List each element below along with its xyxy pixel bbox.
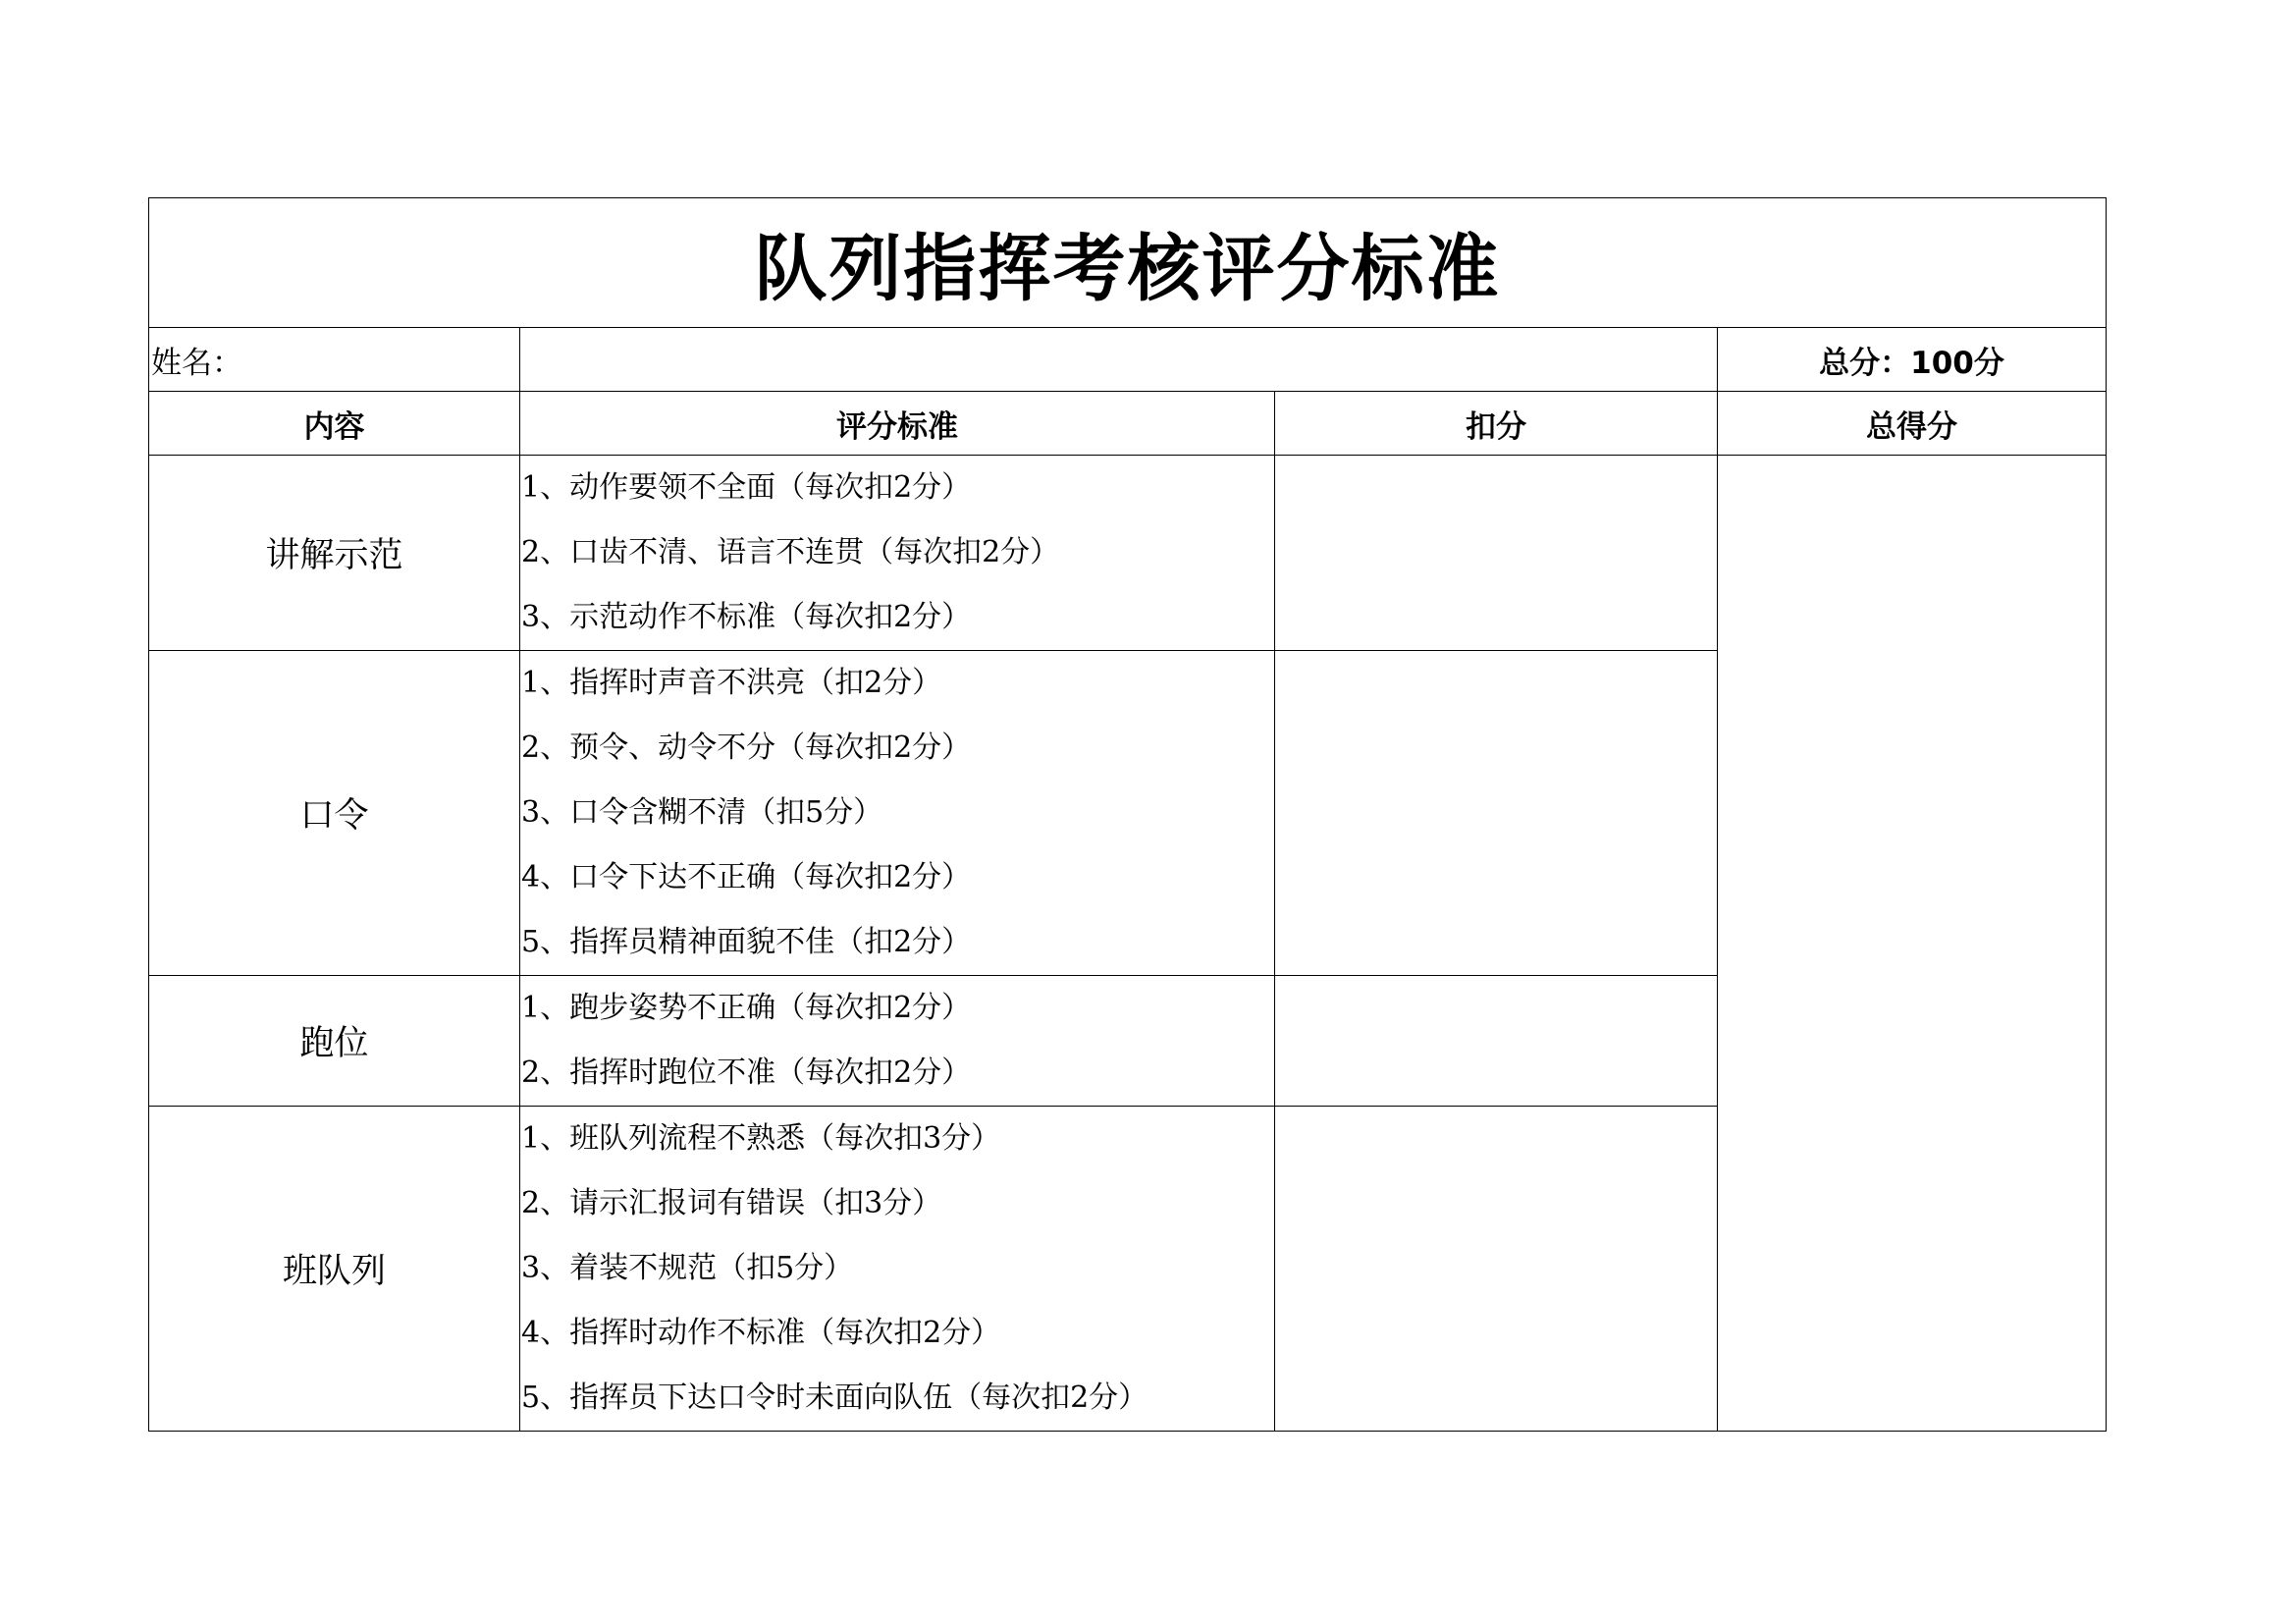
header-total-score: 总得分 <box>1718 392 2107 456</box>
criteria-item: 2、指挥时跑位不准（每次扣2分） <box>521 1056 972 1090</box>
criteria-item: 3、示范动作不标准（每次扣2分） <box>521 600 972 634</box>
deduction-cell[interactable] <box>1275 651 1718 976</box>
deduction-cell[interactable] <box>1275 1107 1718 1432</box>
criteria-item: 4、口令下达不正确（每次扣2分） <box>521 860 972 894</box>
page-title: 队列指挥考核评分标准 <box>149 198 2107 328</box>
category-cell: 跑位 <box>149 976 520 1107</box>
criteria-item: 1、动作要领不全面（每次扣2分） <box>521 470 972 505</box>
criteria-item: 5、指挥员精神面貌不佳（扣2分） <box>521 925 972 959</box>
category-cell: 口令 <box>149 651 520 976</box>
total-score-cell[interactable] <box>1718 456 2107 1432</box>
deduction-cell[interactable] <box>1275 976 1718 1107</box>
header-criteria: 评分标准 <box>520 392 1275 456</box>
criteria-item: 2、请示汇报词有错误（扣3分） <box>521 1186 942 1220</box>
criteria-cell <box>520 456 1275 651</box>
name-label: 姓名： <box>149 328 520 392</box>
category-cell: 讲解示范 <box>149 456 520 651</box>
criteria-cell <box>520 976 1275 1107</box>
criteria-cell <box>520 651 1275 976</box>
criteria-item: 4、指挥时动作不标准（每次扣2分） <box>521 1316 1001 1350</box>
criteria-item: 1、指挥时声音不洪亮（扣2分） <box>521 666 942 700</box>
criteria-item: 2、口齿不清、语言不连贯（每次扣2分） <box>521 535 1060 569</box>
deduction-cell[interactable] <box>1275 456 1718 651</box>
header-content: 内容 <box>149 392 520 456</box>
name-value-cell[interactable] <box>520 328 1718 392</box>
criteria-item: 2、预令、动令不分（每次扣2分） <box>521 731 972 765</box>
table-row <box>149 456 2107 651</box>
criteria-cell <box>520 1107 1275 1432</box>
score-sheet-table <box>148 197 2107 1432</box>
criteria-item: 3、着装不规范（扣5分） <box>521 1251 854 1285</box>
category-cell: 班队列 <box>149 1107 520 1432</box>
criteria-item: 1、班队列流程不熟悉（每次扣3分） <box>521 1121 1001 1156</box>
criteria-item: 1、跑步姿势不正确（每次扣2分） <box>521 991 972 1025</box>
criteria-item: 5、指挥员下达口令时未面向队伍（每次扣2分） <box>521 1380 1148 1415</box>
header-deduction: 扣分 <box>1275 392 1718 456</box>
total-points-label: 总分：100分 <box>1718 328 2107 392</box>
criteria-item: 3、口令含糊不清（扣5分） <box>521 795 883 830</box>
